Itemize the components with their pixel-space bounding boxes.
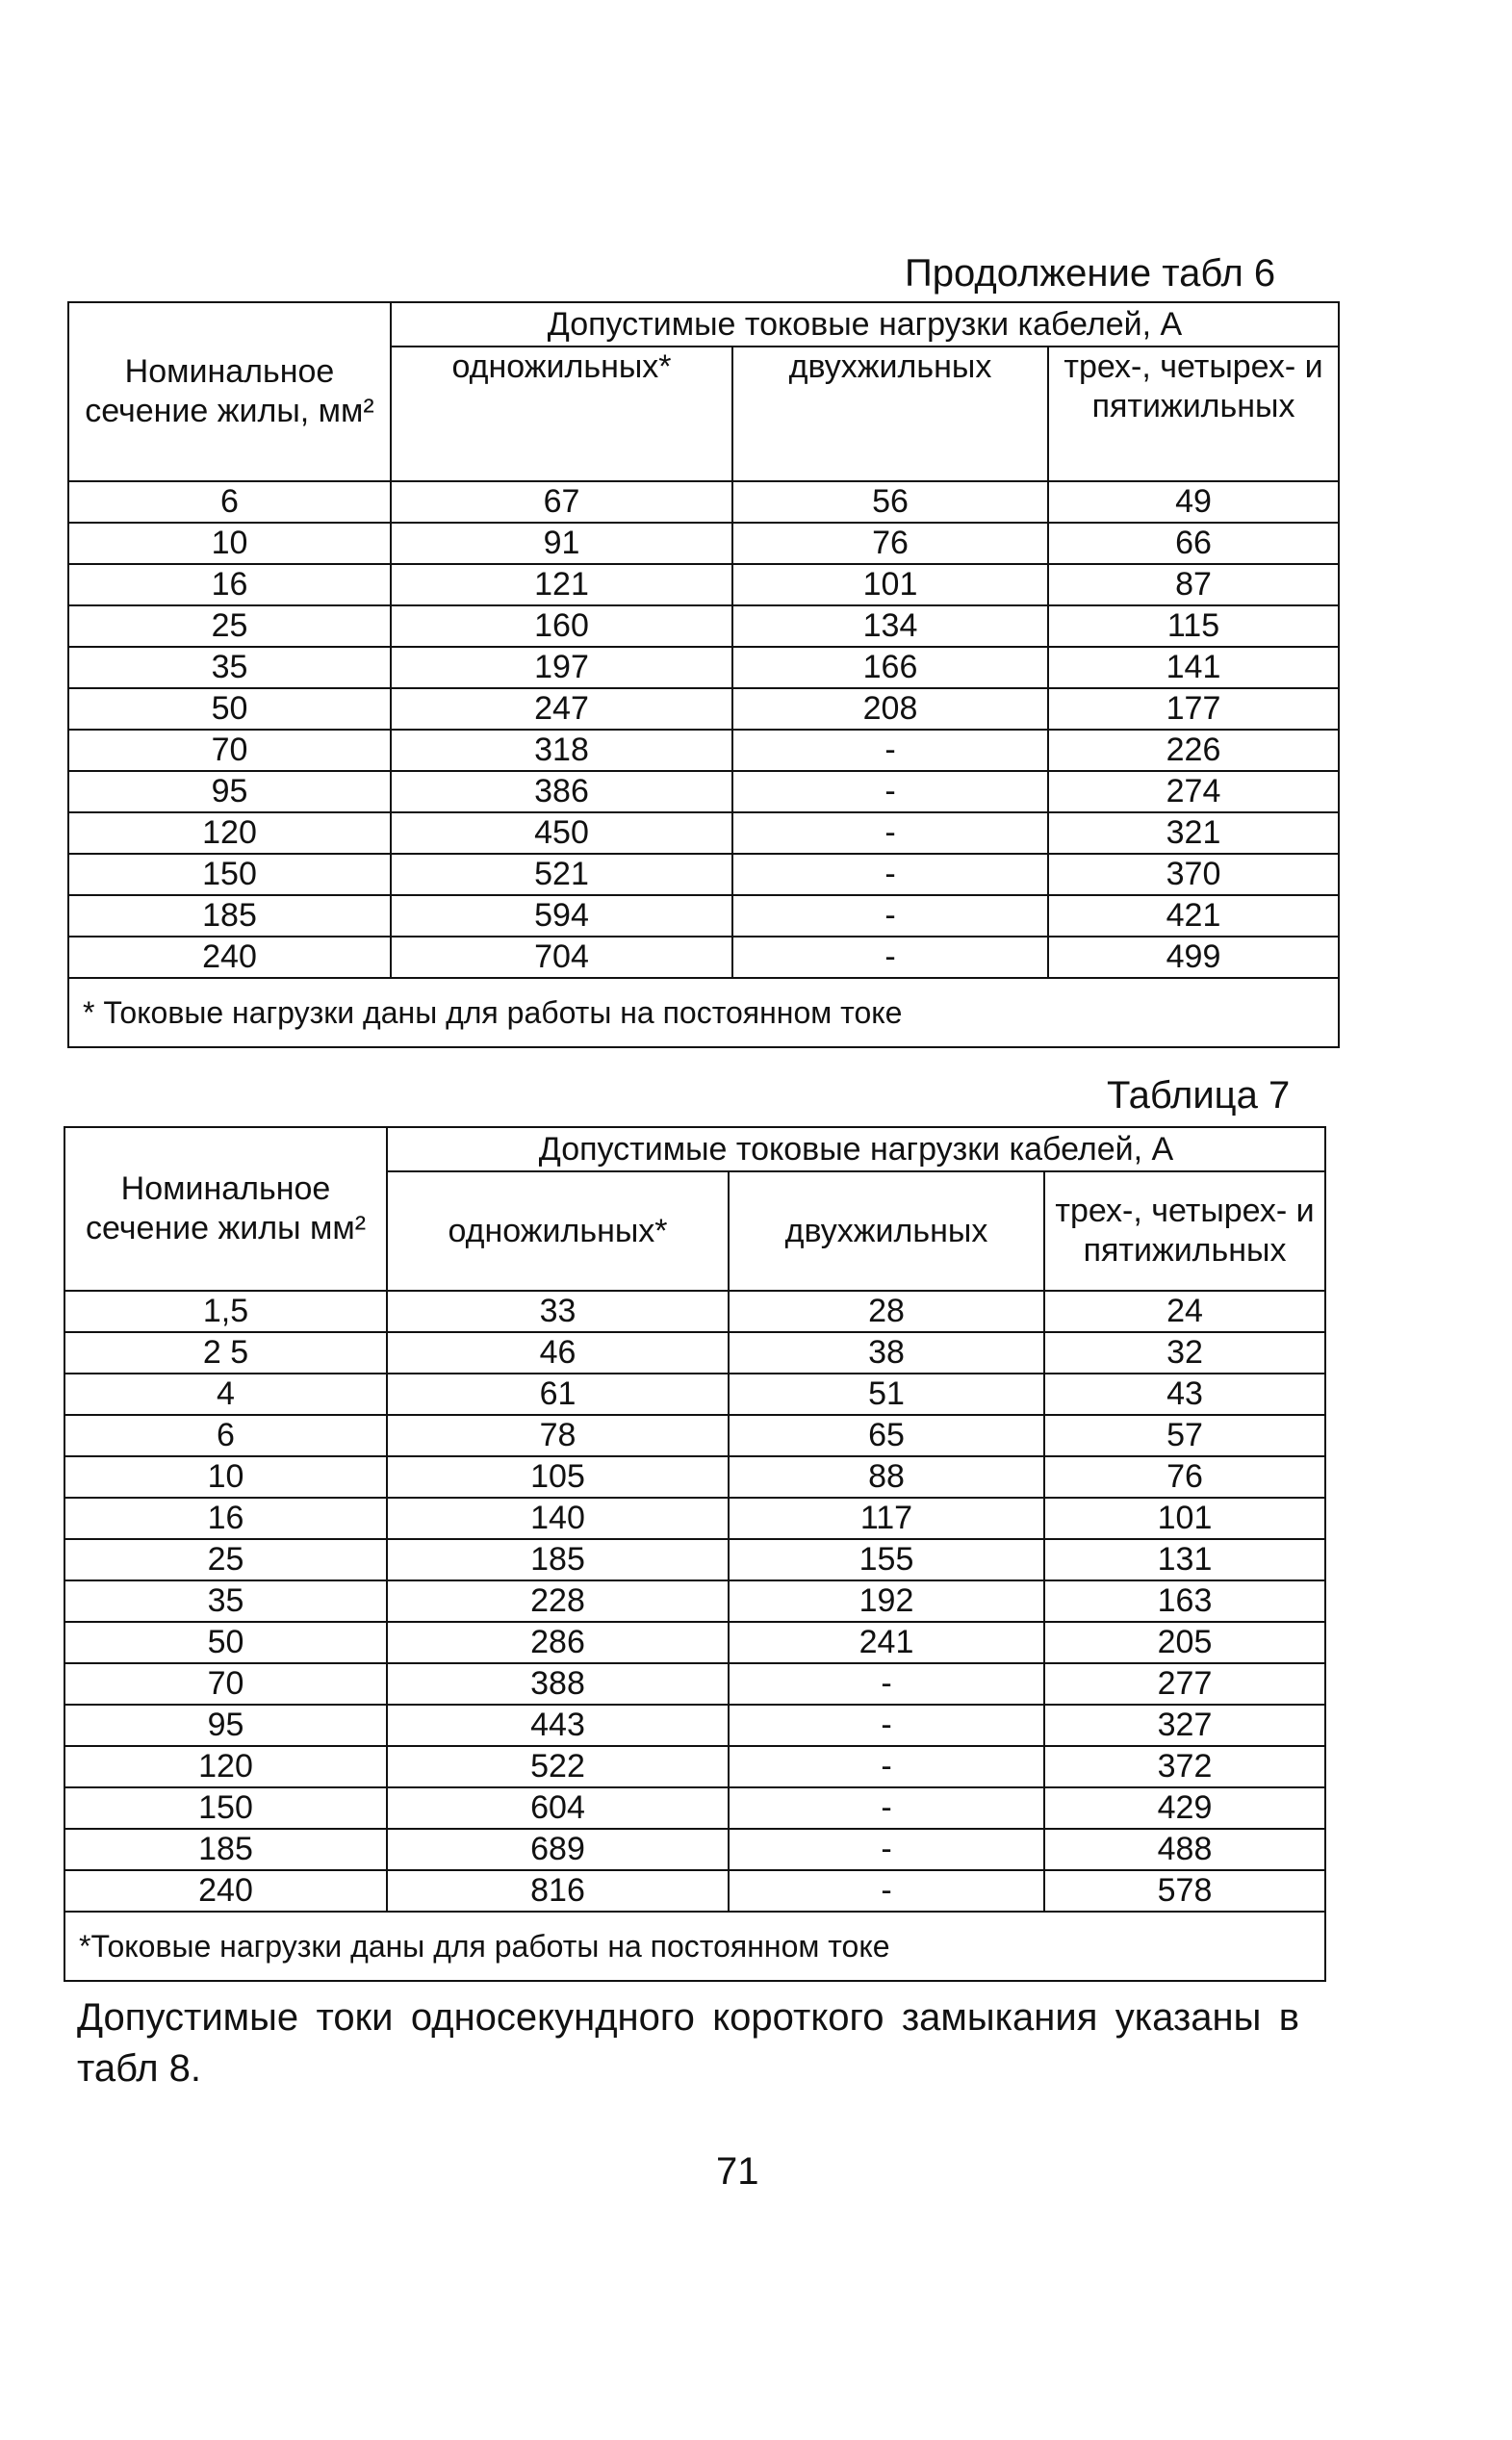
table7-col-header: одножильных* bbox=[387, 1171, 729, 1291]
current-load-cell: 46 bbox=[387, 1332, 729, 1374]
current-load-cell: 88 bbox=[729, 1456, 1044, 1498]
table-row bbox=[64, 1415, 1325, 1456]
table-row bbox=[68, 605, 1339, 647]
table6-group-header: Допустимые токовые нагрузки кабелей, А bbox=[391, 302, 1339, 347]
current-load-cell: 197 bbox=[391, 647, 732, 688]
current-load-cell: 56 bbox=[732, 481, 1048, 523]
current-load-cell: - bbox=[732, 895, 1048, 937]
cross-section-cell: 185 bbox=[68, 895, 391, 937]
current-load-cell: 101 bbox=[732, 564, 1048, 605]
current-load-cell: 43 bbox=[1044, 1374, 1325, 1415]
cross-section-cell: 95 bbox=[64, 1705, 387, 1746]
cross-section-cell: 120 bbox=[68, 812, 391, 854]
table6-body bbox=[68, 481, 1339, 978]
current-load-cell: 61 bbox=[387, 1374, 729, 1415]
current-load-cell: 321 bbox=[1048, 812, 1339, 854]
cross-section-cell: 6 bbox=[64, 1415, 387, 1456]
body-paragraph: Допустимые токи односекундного короткого замыкания указаны в табл 8. bbox=[77, 1996, 1299, 2090]
table6-footnote: * Токовые нагрузки даны для работы на постоянном токе bbox=[68, 978, 1339, 1047]
current-load-cell: - bbox=[729, 1870, 1044, 1912]
current-load-cell: 134 bbox=[732, 605, 1048, 647]
current-load-cell: 488 bbox=[1044, 1829, 1325, 1870]
current-load-cell: 499 bbox=[1048, 937, 1339, 978]
cross-section-cell: 120 bbox=[64, 1746, 387, 1787]
cross-section-cell: 70 bbox=[64, 1663, 387, 1705]
current-load-cell: - bbox=[732, 771, 1048, 812]
current-load-cell: - bbox=[729, 1829, 1044, 1870]
table-row bbox=[64, 1498, 1325, 1539]
current-load-cell: 33 bbox=[387, 1291, 729, 1332]
current-load-cell: 578 bbox=[1044, 1870, 1325, 1912]
current-load-cell: 140 bbox=[387, 1498, 729, 1539]
current-load-cell: 32 bbox=[1044, 1332, 1325, 1374]
current-load-cell: 205 bbox=[1044, 1622, 1325, 1663]
table-row bbox=[64, 1663, 1325, 1705]
table7 bbox=[64, 1126, 1326, 1982]
current-load-cell: 49 bbox=[1048, 481, 1339, 523]
current-load-cell: 117 bbox=[729, 1498, 1044, 1539]
table-row bbox=[68, 688, 1339, 730]
current-load-cell: 91 bbox=[391, 523, 732, 564]
current-load-cell: 131 bbox=[1044, 1539, 1325, 1580]
current-load-cell: - bbox=[729, 1746, 1044, 1787]
current-load-cell: 241 bbox=[729, 1622, 1044, 1663]
current-load-cell: 65 bbox=[729, 1415, 1044, 1456]
table-row bbox=[64, 1622, 1325, 1663]
table-row bbox=[68, 937, 1339, 978]
current-load-cell: 155 bbox=[729, 1539, 1044, 1580]
current-load-cell: 66 bbox=[1048, 523, 1339, 564]
current-load-cell: 816 bbox=[387, 1870, 729, 1912]
current-load-cell: - bbox=[732, 730, 1048, 771]
table-row bbox=[64, 1580, 1325, 1622]
cross-section-cell: 95 bbox=[68, 771, 391, 812]
current-load-cell: - bbox=[732, 937, 1048, 978]
table6-col-header: одножильных* bbox=[391, 347, 732, 481]
table6-col-header: трех-, четырех- и пятижильных bbox=[1048, 347, 1339, 481]
cross-section-cell: 2 5 bbox=[64, 1332, 387, 1374]
table-row bbox=[64, 1456, 1325, 1498]
current-load-cell: 208 bbox=[732, 688, 1048, 730]
current-load-cell: 163 bbox=[1044, 1580, 1325, 1622]
current-load-cell: 115 bbox=[1048, 605, 1339, 647]
cross-section-cell: 1,5 bbox=[64, 1291, 387, 1332]
current-load-cell: 386 bbox=[391, 771, 732, 812]
table7-col-header: трех-, четырех- и пятижильных bbox=[1044, 1171, 1325, 1291]
table-row bbox=[64, 1332, 1325, 1374]
table7-row-header: Номинальное сечение жилы мм² bbox=[64, 1127, 387, 1291]
current-load-cell: 177 bbox=[1048, 688, 1339, 730]
current-load-cell: 370 bbox=[1048, 854, 1339, 895]
current-load-cell: - bbox=[729, 1787, 1044, 1829]
current-load-cell: 594 bbox=[391, 895, 732, 937]
current-load-cell: 274 bbox=[1048, 771, 1339, 812]
current-load-cell: 78 bbox=[387, 1415, 729, 1456]
current-load-cell: 450 bbox=[391, 812, 732, 854]
cross-section-cell: 6 bbox=[68, 481, 391, 523]
current-load-cell: - bbox=[732, 854, 1048, 895]
table-row bbox=[64, 1787, 1325, 1829]
table6-caption: Продолжение табл 6 bbox=[905, 252, 1276, 295]
current-load-cell: 228 bbox=[387, 1580, 729, 1622]
current-load-cell: 388 bbox=[387, 1663, 729, 1705]
cross-section-cell: 240 bbox=[64, 1870, 387, 1912]
current-load-cell: 76 bbox=[1044, 1456, 1325, 1498]
current-load-cell: 286 bbox=[387, 1622, 729, 1663]
table-row bbox=[64, 1870, 1325, 1912]
current-load-cell: - bbox=[729, 1705, 1044, 1746]
current-load-cell: 604 bbox=[387, 1787, 729, 1829]
table-row bbox=[64, 1539, 1325, 1580]
cross-section-cell: 185 bbox=[64, 1829, 387, 1870]
table-row bbox=[64, 1705, 1325, 1746]
table7-body bbox=[64, 1291, 1325, 1912]
current-load-cell: 57 bbox=[1044, 1415, 1325, 1456]
cross-section-cell: 10 bbox=[68, 523, 391, 564]
table6 bbox=[67, 301, 1340, 1048]
current-load-cell: 141 bbox=[1048, 647, 1339, 688]
cross-section-cell: 50 bbox=[64, 1622, 387, 1663]
cross-section-cell: 35 bbox=[64, 1580, 387, 1622]
cross-section-cell: 50 bbox=[68, 688, 391, 730]
current-load-cell: 443 bbox=[387, 1705, 729, 1746]
table-row bbox=[68, 895, 1339, 937]
current-load-cell: 24 bbox=[1044, 1291, 1325, 1332]
table7-col-header: двухжильных bbox=[729, 1171, 1044, 1291]
current-load-cell: 429 bbox=[1044, 1787, 1325, 1829]
current-load-cell: 318 bbox=[391, 730, 732, 771]
table-row bbox=[68, 730, 1339, 771]
current-load-cell: 522 bbox=[387, 1746, 729, 1787]
current-load-cell: 28 bbox=[729, 1291, 1044, 1332]
current-load-cell: 521 bbox=[391, 854, 732, 895]
table-row bbox=[68, 771, 1339, 812]
current-load-cell: 160 bbox=[391, 605, 732, 647]
current-load-cell: - bbox=[732, 812, 1048, 854]
current-load-cell: 247 bbox=[391, 688, 732, 730]
cross-section-cell: 150 bbox=[68, 854, 391, 895]
current-load-cell: 76 bbox=[732, 523, 1048, 564]
current-load-cell: 105 bbox=[387, 1456, 729, 1498]
cross-section-cell: 4 bbox=[64, 1374, 387, 1415]
table7-group-header: Допустимые токовые нагрузки кабелей, А bbox=[387, 1127, 1325, 1171]
cross-section-cell: 240 bbox=[68, 937, 391, 978]
table7-footnote: *Токовые нагрузки даны для работы на постоянном токе bbox=[64, 1912, 1325, 1981]
table6-col-header: двухжильных bbox=[732, 347, 1048, 481]
table-row bbox=[68, 564, 1339, 605]
current-load-cell: 67 bbox=[391, 481, 732, 523]
cross-section-cell: 70 bbox=[68, 730, 391, 771]
current-load-cell: 166 bbox=[732, 647, 1048, 688]
table-row bbox=[64, 1291, 1325, 1332]
cross-section-cell: 150 bbox=[64, 1787, 387, 1829]
current-load-cell: 372 bbox=[1044, 1746, 1325, 1787]
cross-section-cell: 25 bbox=[64, 1539, 387, 1580]
current-load-cell: 192 bbox=[729, 1580, 1044, 1622]
current-load-cell: 87 bbox=[1048, 564, 1339, 605]
table7-caption: Таблица 7 bbox=[1107, 1074, 1291, 1117]
current-load-cell: - bbox=[729, 1663, 1044, 1705]
page-number: 71 bbox=[716, 2150, 759, 2193]
table-row bbox=[64, 1374, 1325, 1415]
cross-section-cell: 35 bbox=[68, 647, 391, 688]
current-load-cell: 51 bbox=[729, 1374, 1044, 1415]
current-load-cell: 121 bbox=[391, 564, 732, 605]
current-load-cell: 226 bbox=[1048, 730, 1339, 771]
cross-section-cell: 16 bbox=[64, 1498, 387, 1539]
cross-section-cell: 16 bbox=[68, 564, 391, 605]
current-load-cell: 101 bbox=[1044, 1498, 1325, 1539]
cross-section-cell: 10 bbox=[64, 1456, 387, 1498]
table-row bbox=[64, 1746, 1325, 1787]
current-load-cell: 704 bbox=[391, 937, 732, 978]
table-row bbox=[68, 523, 1339, 564]
table-row bbox=[68, 854, 1339, 895]
current-load-cell: 689 bbox=[387, 1829, 729, 1870]
current-load-cell: 277 bbox=[1044, 1663, 1325, 1705]
table-row bbox=[68, 481, 1339, 523]
current-load-cell: 327 bbox=[1044, 1705, 1325, 1746]
table-row bbox=[68, 812, 1339, 854]
current-load-cell: 421 bbox=[1048, 895, 1339, 937]
current-load-cell: 185 bbox=[387, 1539, 729, 1580]
cross-section-cell: 25 bbox=[68, 605, 391, 647]
table6-row-header: Номинальное сечение жилы, мм² bbox=[68, 302, 391, 481]
table-row bbox=[68, 647, 1339, 688]
table-row bbox=[64, 1829, 1325, 1870]
current-load-cell: 38 bbox=[729, 1332, 1044, 1374]
